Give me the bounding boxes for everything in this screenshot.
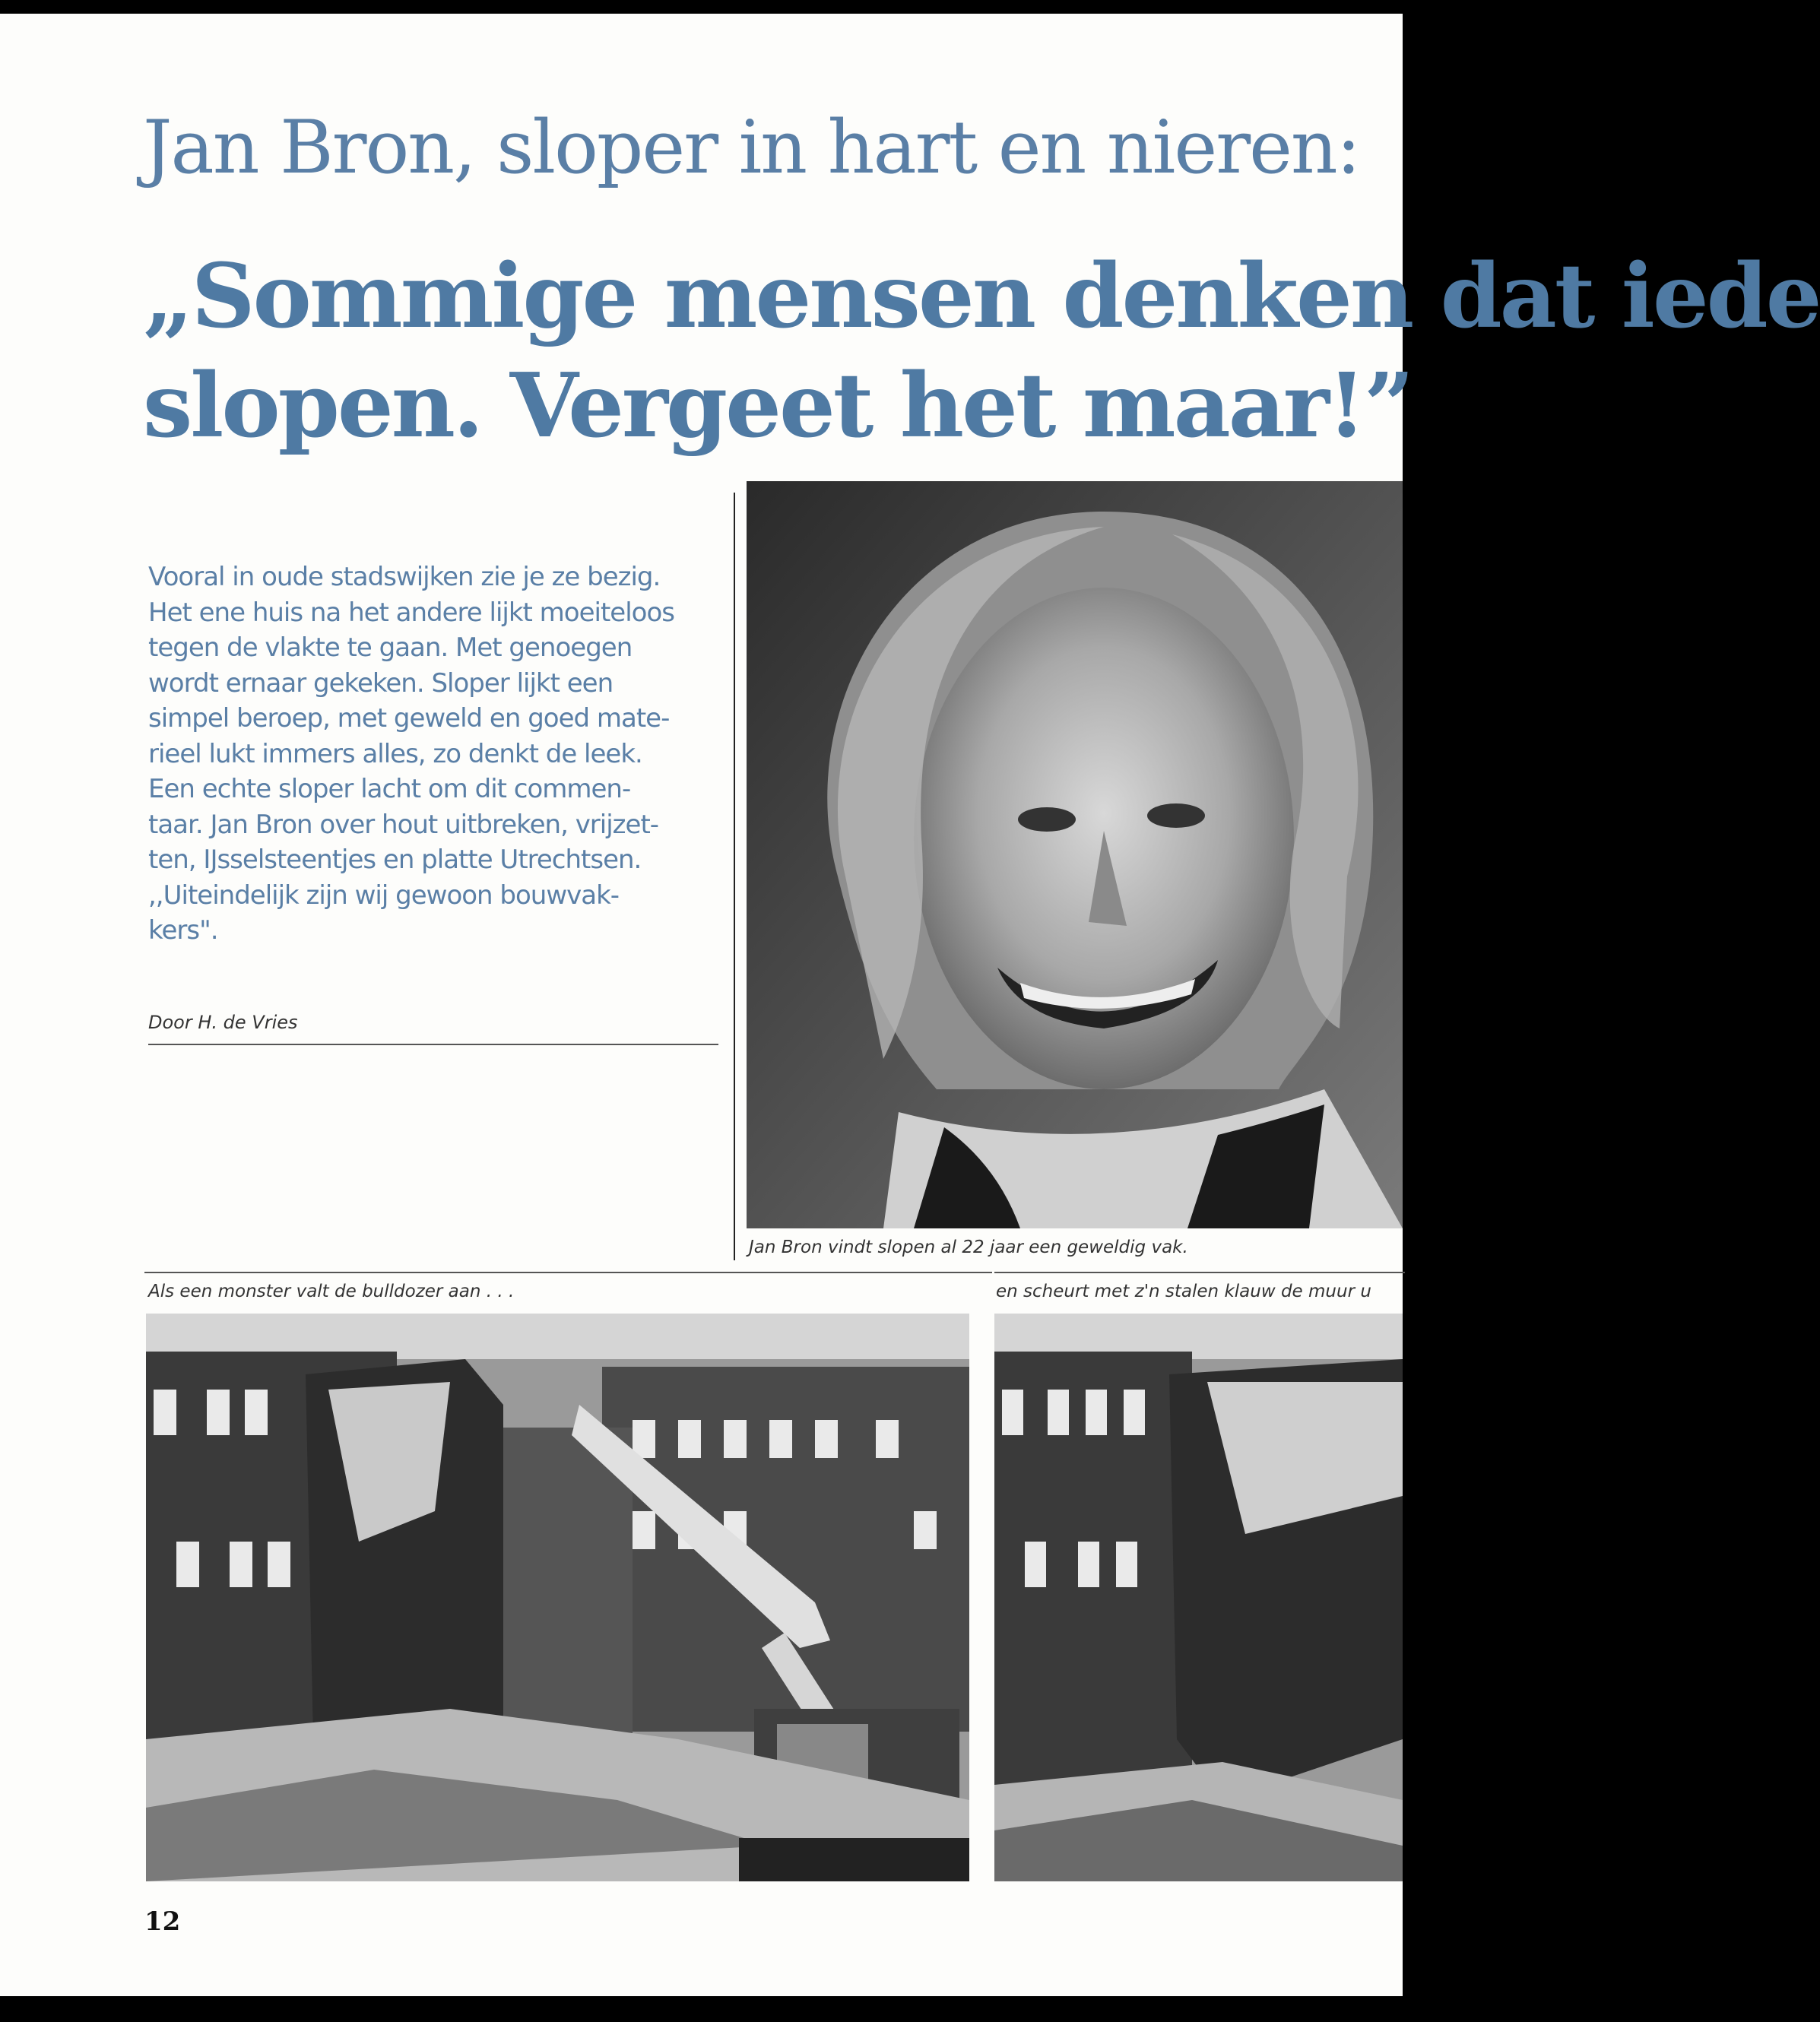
column-divider (734, 493, 735, 1260)
portrait-photo (747, 481, 1403, 1228)
lead-line: ten, IJsselsteentjes en platte Utrechtsen. (148, 845, 642, 875)
page-number: 12 (144, 1906, 181, 1937)
lead-line: rieel lukt immers alles, zo denkt de leek. (148, 738, 642, 769)
byline: Door H. de Vries (148, 1012, 718, 1045)
headline-line-1: „Sommige mensen denken dat iede (143, 245, 1820, 348)
lead-line: Een echte sloper lacht om dit commen- (148, 774, 631, 804)
lead-line: ,,Uiteindelijk zijn wij gewoon bouwvak- (148, 879, 620, 911)
lead-line: simpel beroep, met geweld en goed mate- (148, 703, 670, 734)
lead-paragraph (148, 559, 726, 949)
lead-line: wordt ernaar gekeken. Sloper lijkt een (148, 667, 614, 699)
lead-line: Vooral in oude stadswijken zie je ze bezig. (148, 562, 661, 592)
lead-line: tegen de vlakte te gaan. Met genoegen (148, 632, 633, 663)
left-photo-caption: Als een monster valt de bulldozer aan . . . (148, 1282, 515, 1301)
demolition-photo-right (994, 1314, 1403, 1881)
lead-line: Het ene huis na het andere lijkt moeiteloos (148, 597, 674, 628)
lead-line: taar. Jan Bron over hout uitbreken, vrijzet- (148, 809, 659, 840)
portrait-caption: Jan Bron vindt slopen al 22 jaar een geweldig vak. (749, 1238, 1188, 1257)
section-rule (144, 1272, 992, 1273)
article-kicker: Jan Bron, sloper in hart en nieren: (143, 105, 1360, 190)
headline-line-2: slopen. Vergeet het maar!” (143, 354, 1413, 458)
magazine-page (0, 14, 1820, 1996)
right-photo-caption: en scheurt met z'n stalen klauw de muur u (996, 1282, 1371, 1301)
article-headline (143, 242, 1820, 461)
demolition-photo-left (146, 1314, 969, 1881)
lead-line: kers". (148, 915, 218, 946)
section-rule-right (994, 1272, 1405, 1273)
